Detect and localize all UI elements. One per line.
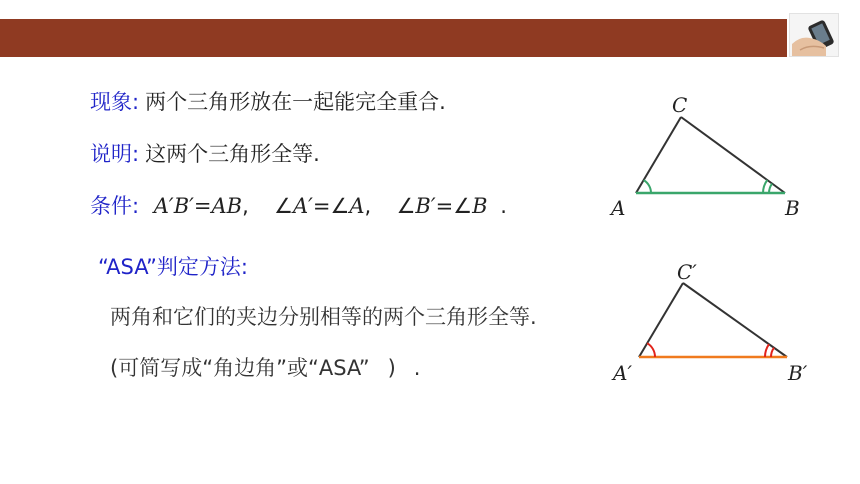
edge-ac	[636, 117, 681, 193]
condition-period: .	[500, 194, 507, 218]
abbrev-part-6: .	[413, 356, 421, 380]
angle-symbol-3: ∠	[396, 194, 416, 218]
explanation-label: 说明:	[90, 142, 140, 166]
condition-side-equality: A′B′=AB	[153, 194, 243, 218]
edge-c-prime-b-prime	[683, 283, 787, 357]
angle-b-prime-arc-2	[765, 344, 769, 357]
angle-b-arc-2	[763, 180, 767, 193]
angle-a-lhs: A′	[292, 194, 313, 218]
vertex-label-c: C	[672, 93, 688, 117]
abbrev-part-2: “角边角”	[202, 356, 287, 380]
abbrev-part-3: 或	[286, 356, 308, 380]
vertex-label-b: B	[785, 196, 800, 220]
angle-a-arc	[644, 180, 651, 193]
vertex-label-a-prime: A′	[613, 361, 632, 385]
asa-method-title: “ASA”判定方法:	[98, 255, 248, 279]
angle-symbol-4: ∠	[453, 194, 473, 218]
angle-a-prime-arc	[647, 343, 655, 357]
angle-b-rhs: B	[472, 194, 488, 218]
angle-a-rhs: A	[349, 194, 365, 218]
abbrev-part-5: )	[387, 356, 396, 380]
angle-b-arc-1	[769, 184, 772, 193]
angle-b-prime-arc-1	[771, 348, 774, 357]
condition-comma-1: ,	[242, 194, 249, 218]
edge-cb	[681, 117, 785, 193]
edge-a-prime-c-prime	[639, 283, 683, 357]
phenomenon-label: 现象:	[90, 90, 140, 114]
abbrev-part-1: (可简写成	[110, 356, 203, 380]
angle-symbol-2: ∠	[330, 194, 350, 218]
phenomenon-text: 两个三角形放在一起能完全重合.	[145, 90, 446, 114]
condition-comma-2: ,	[364, 194, 372, 218]
equals-sign-2: =	[435, 194, 454, 218]
triangle-a-prime-b-prime-c-prime	[639, 283, 787, 357]
equals-sign-1: =	[312, 194, 331, 218]
asa-rule-text: 两角和它们的夹边分别相等的两个三角形全等.	[110, 305, 537, 329]
angle-symbol-1: ∠	[274, 194, 293, 218]
triangle-abc	[636, 117, 785, 193]
vertex-label-c-prime: C′	[677, 260, 697, 284]
explanation-text: 这两个三角形全等.	[145, 142, 320, 166]
abbrev-part-4: “ASA”	[307, 356, 370, 380]
angle-b-lhs: B′	[415, 194, 436, 218]
vertex-label-b-prime: B′	[788, 361, 808, 385]
conditions-label: 条件:	[90, 194, 140, 218]
vertex-label-a: A	[611, 196, 626, 220]
